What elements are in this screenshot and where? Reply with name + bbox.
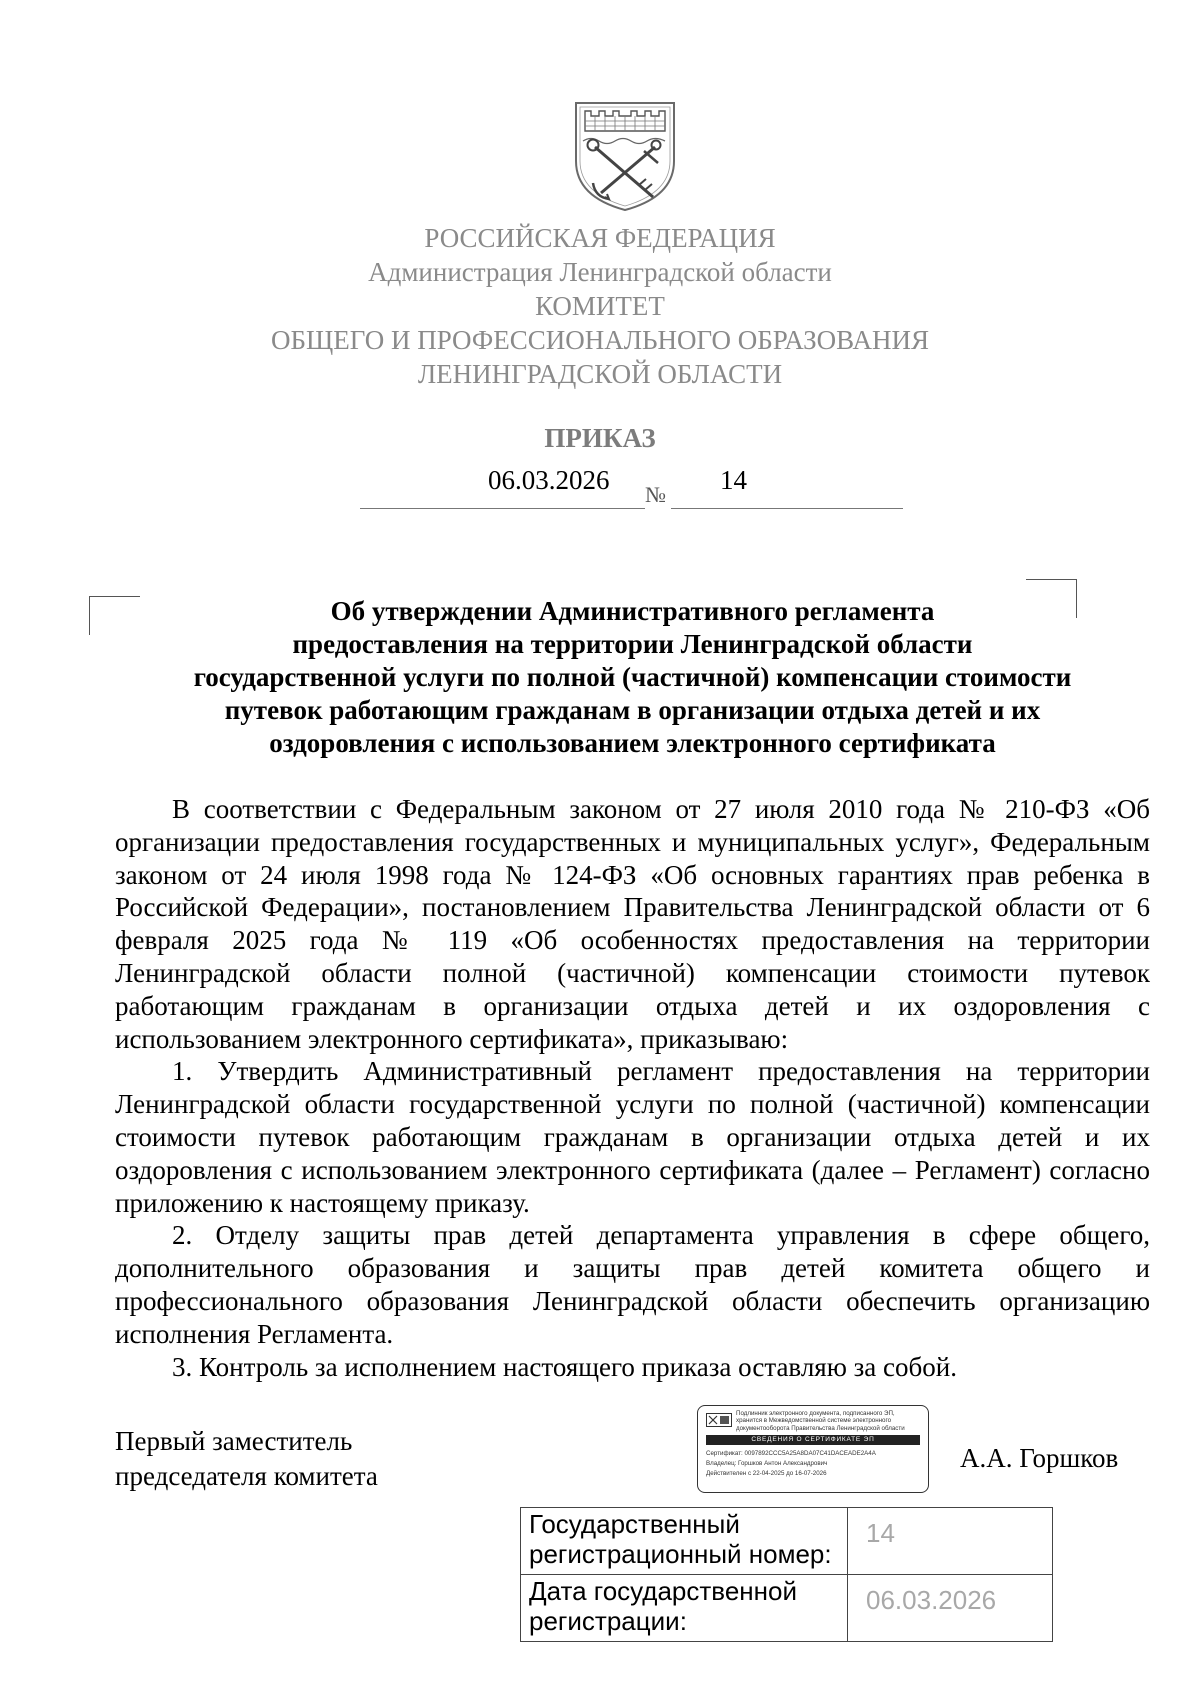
stamp-owner: Владелец: Горшков Антон Александрович <box>706 1460 828 1467</box>
stamp-info-line: документооборота Правительства Ленинградской области <box>736 1424 905 1432</box>
order-item-2: 2. Отделу защиты прав детей департамента управления в сфере общего, дополнительного образования и защиты прав детей комитета общего и профессионального образования Ленинградской области обеспечить организацию исполнения Регламента. <box>115 1220 1150 1349</box>
document-type-title: ПРИКАЗ <box>544 423 656 453</box>
electronic-signature-stamp <box>697 1405 929 1493</box>
stamp-validity: Действителен с 22-04-2025 до 16-07-2026 <box>706 1470 827 1477</box>
order-item-1: 1. Утвердить Административный регламент предоставления на территории Ленинградской области государственной услуги по полной (частичной) компенсации стоимости путевок работающим гражданам в организации отдыха детей и их оздоровления с использованием электронного сертификата (далее – Регламент) согласно приложению к настоящему приказу. <box>115 1056 1150 1218</box>
stamp-certificate: Сертификат: 0097892CCC5A25A8DA07C41DACEADE2A4A <box>706 1450 876 1457</box>
position-line: Первый заместитель <box>115 1426 353 1456</box>
order-item-3: 3. Контроль за исполнением настоящего приказа оставляю за собой. <box>172 1351 957 1382</box>
stamp-header-bar: СВЕДЕНИЯ О СЕРТИФИКАТЕ ЭП <box>706 1435 920 1445</box>
header-region: ЛЕНИНГРАДСКОЙ ОБЛАСТИ <box>417 359 783 389</box>
registration-date-value: 06.03.2026 <box>848 1575 1053 1642</box>
header-administration: Администрация Ленинградской области <box>368 257 832 287</box>
number-underline <box>671 508 903 509</box>
header-country: РОССИЙСКАЯ ФЕДЕРАЦИЯ <box>424 223 776 253</box>
registration-number-label: Государственный регистрационный номер: <box>521 1508 848 1575</box>
table-row <box>521 1508 1053 1575</box>
header-committee: КОМИТЕТ <box>535 291 665 321</box>
subject-line: государственной услуги по полной (частичной) компенсации стоимости <box>193 662 1072 692</box>
signatory-position <box>115 1424 378 1494</box>
stamp-emblem-icon <box>706 1413 732 1427</box>
registration-table <box>520 1507 1053 1642</box>
preamble-paragraph: В соответствии с Федеральным законом от 27 июля 2010 года № 210-ФЗ «Об организации предоставления государственных и муниципальных услуг», Федеральным законом от 24 июля 1998 года № 124-ФЗ «Об основных гарантиях прав ребенка в Российской Федерации», постановлением Правительства Ленинградской области от 6 февраля 2025 года № 119 «Об особенностях предоставления на территории Ленинградской области полной (частичной) компенсации стоимости путевок работающим гражданам в организации отдыха детей и их оздоровления с использованием электронного сертификата», приказываю: <box>115 794 1150 1054</box>
coat-of-arms-emblem <box>573 99 677 213</box>
table-row <box>521 1575 1053 1642</box>
registration-date-label: Дата государственной регистрации: <box>521 1575 848 1642</box>
registration-number-value: 14 <box>848 1508 1053 1575</box>
position-line: председателя комитета <box>115 1461 378 1491</box>
stamp-info-line: Подлинник электронного документа, подписанного ЭП, <box>736 1410 895 1417</box>
subject-line: оздоровления с использованием электронного сертификата <box>269 728 996 758</box>
header-committee-name: ОБЩЕГО И ПРОФЕССИОНАЛЬНОГО ОБРАЗОВАНИЯ <box>271 325 929 355</box>
signatory-name: А.А. Горшков <box>960 1443 1119 1473</box>
subject-line: предоставления на территории Ленинградской области <box>292 629 973 659</box>
stamp-info-line: хранится в Межведомственной системе электронного <box>736 1417 892 1425</box>
subject-line: путевок работающим гражданам в организации отдыха детей и их <box>224 695 1041 725</box>
order-body <box>115 793 1150 1383</box>
date-underline <box>360 508 645 509</box>
order-number: 14 <box>720 465 747 495</box>
number-sign: № <box>645 482 666 507</box>
order-subject <box>110 595 1155 760</box>
stamp-info <box>736 1410 924 1432</box>
subject-line: Об утверждении Административного регламента <box>330 596 935 626</box>
order-date: 06.03.2026 <box>488 465 610 495</box>
